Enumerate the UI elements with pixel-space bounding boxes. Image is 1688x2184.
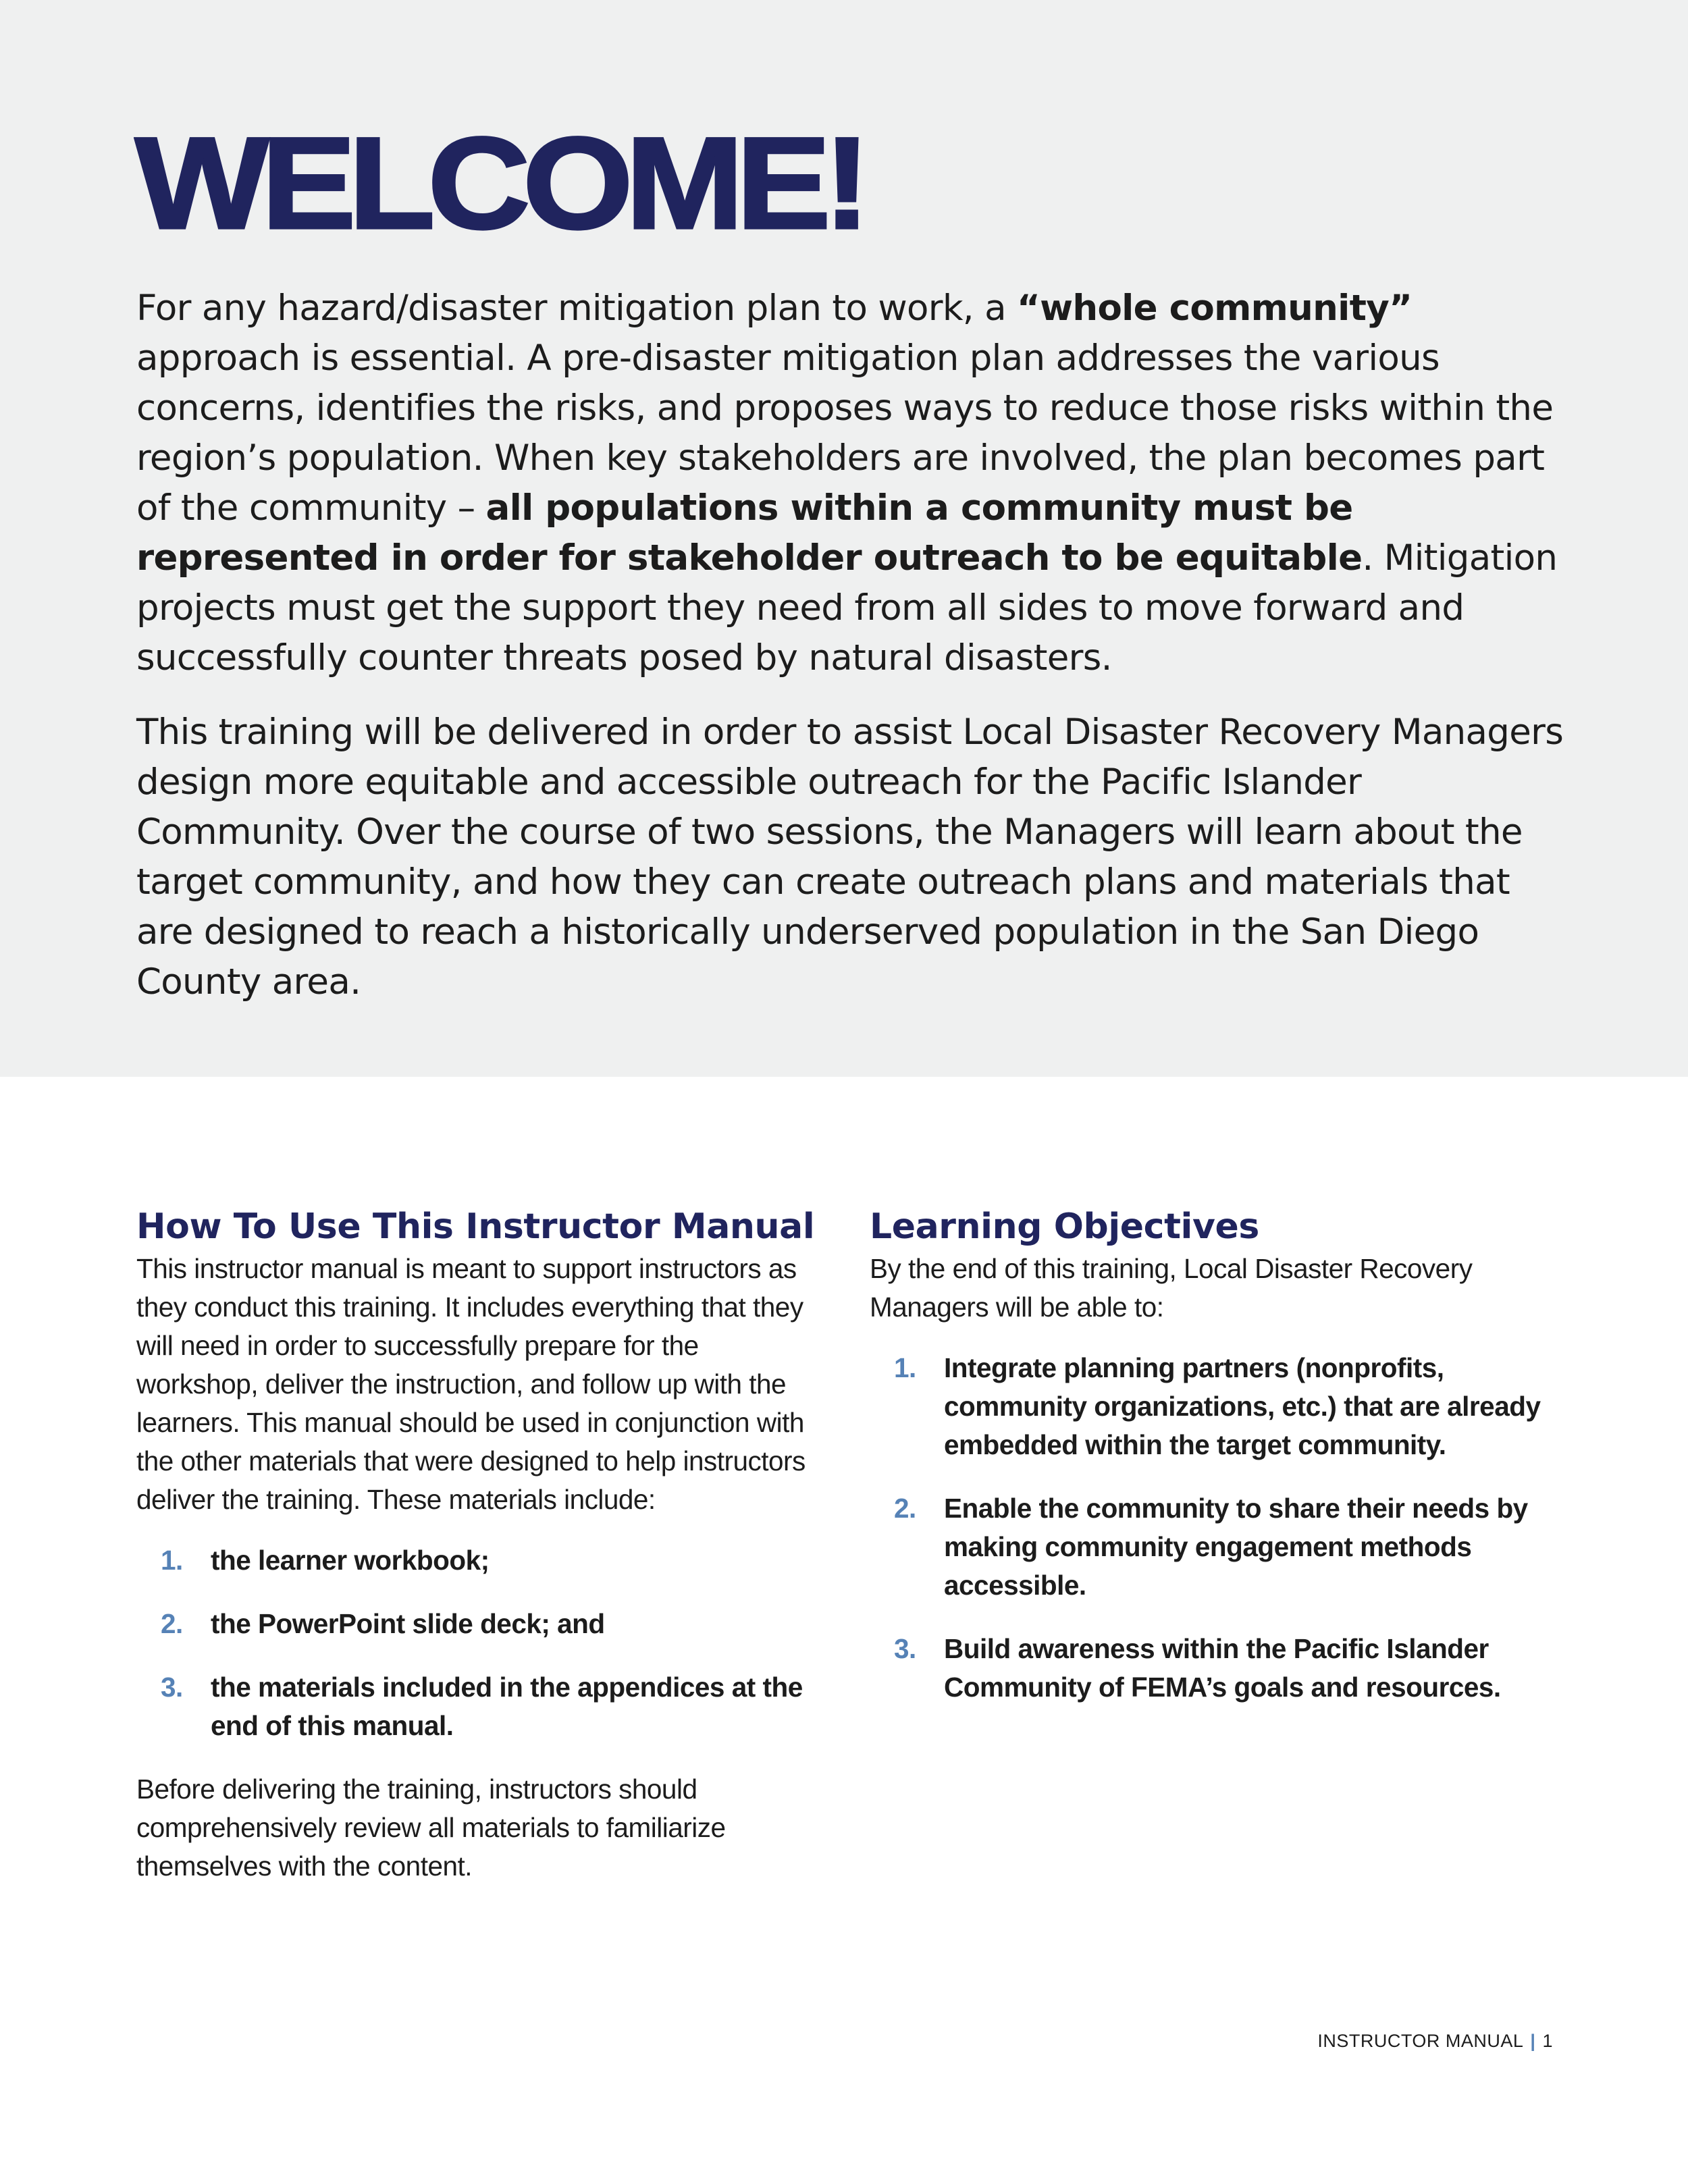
list-number: 3. <box>894 1633 916 1664</box>
intro-paragraph-1 <box>136 284 1575 683</box>
footer-label: INSTRUCTOR MANUAL <box>1317 2031 1524 2051</box>
list-item <box>870 1630 1552 1707</box>
page-footer <box>1317 2031 1553 2052</box>
list-number: 3. <box>161 1672 183 1703</box>
intro-bold-run: “whole community” <box>1017 288 1413 329</box>
how-to-use-closing: Before delivering the training, instructors should comprehensively review all materials to familiarize themselves with the content. <box>136 1774 726 1882</box>
intro-text-run: approach is essential. A pre-disaster mitigation plan addresses the various concerns, identifies the risks, and proposes ways to reduce those risks within the region’s population. When key stakeholders are involved, the plan becomes part of the community – <box>136 338 1554 529</box>
intro-bold-run: all populations within a community must be represented in order for stakeholder outreach to be equitable <box>136 487 1363 579</box>
welcome-section <box>0 0 1688 1077</box>
list-item-text: the learner workbook; <box>211 1545 490 1576</box>
list-number: 2. <box>894 1493 916 1524</box>
intro-text-run: . Mitigation projects must get the support they need from all sides to move forward and successfully counter threats posed by natural disasters. <box>136 537 1558 678</box>
list-item-text: Integrate planning partners (nonprofits, community organizations, etc.) that are already embedded within the target community. <box>944 1352 1541 1460</box>
list-item <box>136 1541 818 1580</box>
objectives-list <box>870 1349 1552 1707</box>
list-item <box>870 1349 1552 1464</box>
list-item-text: Build awareness within the Pacific Islander Community of FEMA’s goals and resources. <box>944 1633 1501 1703</box>
learning-objectives-intro: By the end of this training, Local Disaster Recovery Managers will be able to: <box>870 1253 1473 1323</box>
list-item <box>136 1668 818 1745</box>
footer-separator: | <box>1530 2031 1536 2051</box>
how-to-use-heading: How To Use This Instructor Manual <box>136 1206 815 1247</box>
intro-text-run: For any hazard/disaster mitigation plan to work, a <box>136 288 1018 329</box>
list-number: 2. <box>161 1608 183 1639</box>
how-to-use-body: This instructor manual is meant to support instructors as they conduct this training. It includes everything that they will need in order to successfully prepare for the workshop, deliver the instruction, and follow up with the learners. This manual should be used in conjunction with the other materials that were designed to help instructors deliver the training. These materials include: <box>136 1253 806 1515</box>
list-item <box>870 1489 1552 1605</box>
list-number: 1. <box>161 1545 183 1576</box>
materials-list <box>136 1541 818 1745</box>
page-title: WELCOME! <box>135 110 864 257</box>
intro-paragraph-2: This training will be delivered in order to assist Local Disaster Recovery Managers design more equitable and accessible outreach for the Pacific Islander Community. Over the course of two sessions, the Managers will learn about the target community, and how they can create outreach plans and materials that are designed to reach a historically underserved population in the San Diego County area. <box>136 712 1564 1003</box>
list-number: 1. <box>894 1352 916 1383</box>
page-number: 1 <box>1542 2031 1553 2051</box>
list-item-text: the materials included in the appendices at the end of this manual. <box>211 1672 803 1741</box>
how-to-use-section <box>136 1204 818 1886</box>
list-item-text: the PowerPoint slide deck; and <box>211 1608 605 1639</box>
learning-objectives-section <box>870 1204 1552 1732</box>
list-item-text: Enable the community to share their needs by making community engagement methods accessible. <box>944 1493 1528 1601</box>
intro-text <box>136 284 1575 1007</box>
learning-objectives-heading: Learning Objectives <box>870 1206 1259 1247</box>
list-item <box>136 1605 818 1643</box>
